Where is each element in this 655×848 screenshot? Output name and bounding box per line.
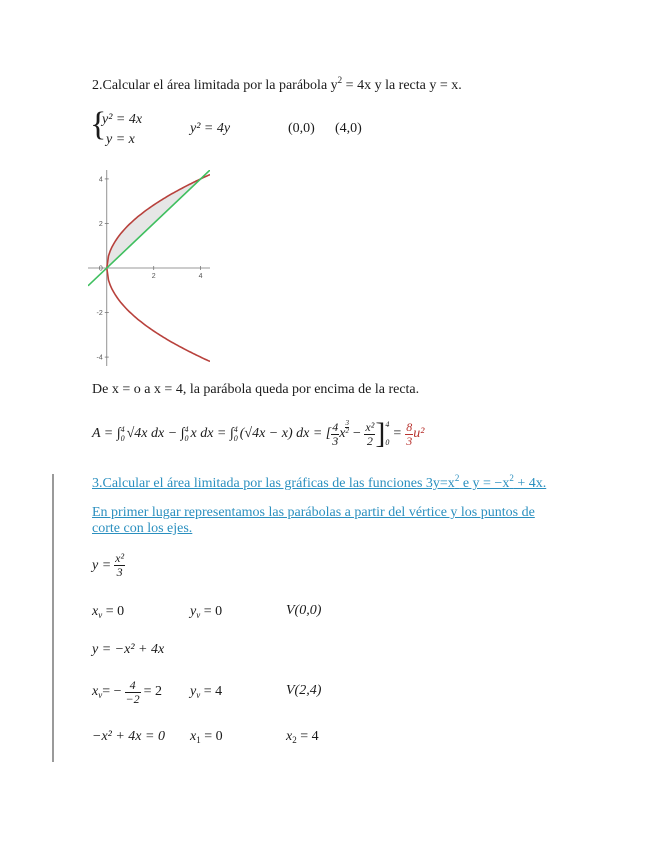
- statement-exponent: 2: [337, 75, 343, 85]
- integral-term-1: √4x dx − ∫: [126, 426, 185, 441]
- integral-term-3: (√4x − x) dx = [: [239, 426, 332, 441]
- integral-term-2: x dx = ∫: [190, 426, 234, 441]
- problem-2-statement: [92, 75, 462, 94]
- statement-text-end: = 4x y la recta y = x.: [342, 78, 462, 93]
- system-brace: {: [90, 106, 107, 143]
- integral-equals: =: [393, 426, 402, 441]
- result-unit: u²: [413, 426, 425, 441]
- bracket-limits: 4 0: [385, 420, 390, 447]
- system-equation-2: y = x: [106, 132, 135, 147]
- y-tick-label-3: -2: [96, 310, 103, 318]
- series-line-2: [88, 170, 210, 286]
- problem-3-statement[interactable]: 3.Calcular el área limitada por las gráficas de las funciones $3y=x^2$ e $y = -x^2 + 4x$.: [92, 473, 547, 491]
- x-tick-label-1: 2: [151, 273, 156, 280]
- function-2: y = −x² + 4x: [92, 642, 165, 657]
- problem-3-intro[interactable]: En primer lugar representamos las parábolas a partir del vértice y los puntos de corte con los ejes.: [92, 505, 535, 536]
- root-2: $x_2 = 4$: [286, 729, 319, 745]
- vertex-1-x: $x_v = 0$: [92, 604, 125, 620]
- integral-limits-1: 4 0: [120, 425, 125, 443]
- bracket-close: ]: [375, 417, 386, 450]
- x-tick-label-2: 4: [198, 273, 203, 280]
- power-3-2: 3 2: [345, 418, 349, 435]
- statement-text: 2.Calcular el área limitada por la parábola y: [92, 78, 338, 93]
- integral-limits-2: 4 0: [184, 425, 189, 443]
- integral-expression: [92, 414, 424, 454]
- y-tick-label-1: 2: [98, 220, 103, 228]
- y-tick-label-2: 0: [98, 265, 103, 273]
- equation-substitution: y² = 4y: [190, 121, 231, 136]
- y-tick-label-4: -4: [96, 354, 103, 362]
- vertex-2-point: V(2,4): [286, 683, 322, 698]
- fraction-x2-2: $\frac{\text{x²}}{2}$: [365, 419, 375, 448]
- function-1: y = $\frac{\text{x²}}{3}$: [92, 551, 125, 579]
- intersection-point-2: (4,0): [335, 121, 362, 136]
- integral-limits-3: 4 0: [233, 425, 238, 443]
- vertex-1-point: V(0,0): [286, 603, 322, 618]
- integral-minus: −: [351, 426, 362, 441]
- area-chart: [88, 170, 210, 366]
- integral-lhs: A = ∫: [92, 426, 121, 441]
- intersection-point-1: (0,0): [288, 121, 315, 136]
- system-equation-1: y² = 4x: [102, 112, 143, 127]
- root-1: $x_1 = 0$: [190, 729, 223, 745]
- conclusion-text: De x = o a x = 4, la parábola queda por encima de la recta.: [92, 382, 420, 397]
- roots-equation: −x² + 4x = 0: [92, 729, 165, 744]
- vertex-2-y: $y_v = 4$: [190, 684, 223, 700]
- vertex-1-y: $y_v = 0$: [190, 604, 223, 620]
- integral-x: x: [339, 426, 346, 441]
- revision-bar: [52, 474, 54, 762]
- vertex-2-x: x v = − $\frac{4}{-2}$ = 2: [92, 677, 163, 706]
- fraction-4-3: $\frac{4}{3}$: [332, 419, 339, 448]
- result-fraction: $\frac{8}{3}$: [406, 419, 413, 448]
- y-tick-label-0: 4: [98, 176, 103, 184]
- series-line-1: [107, 268, 210, 361]
